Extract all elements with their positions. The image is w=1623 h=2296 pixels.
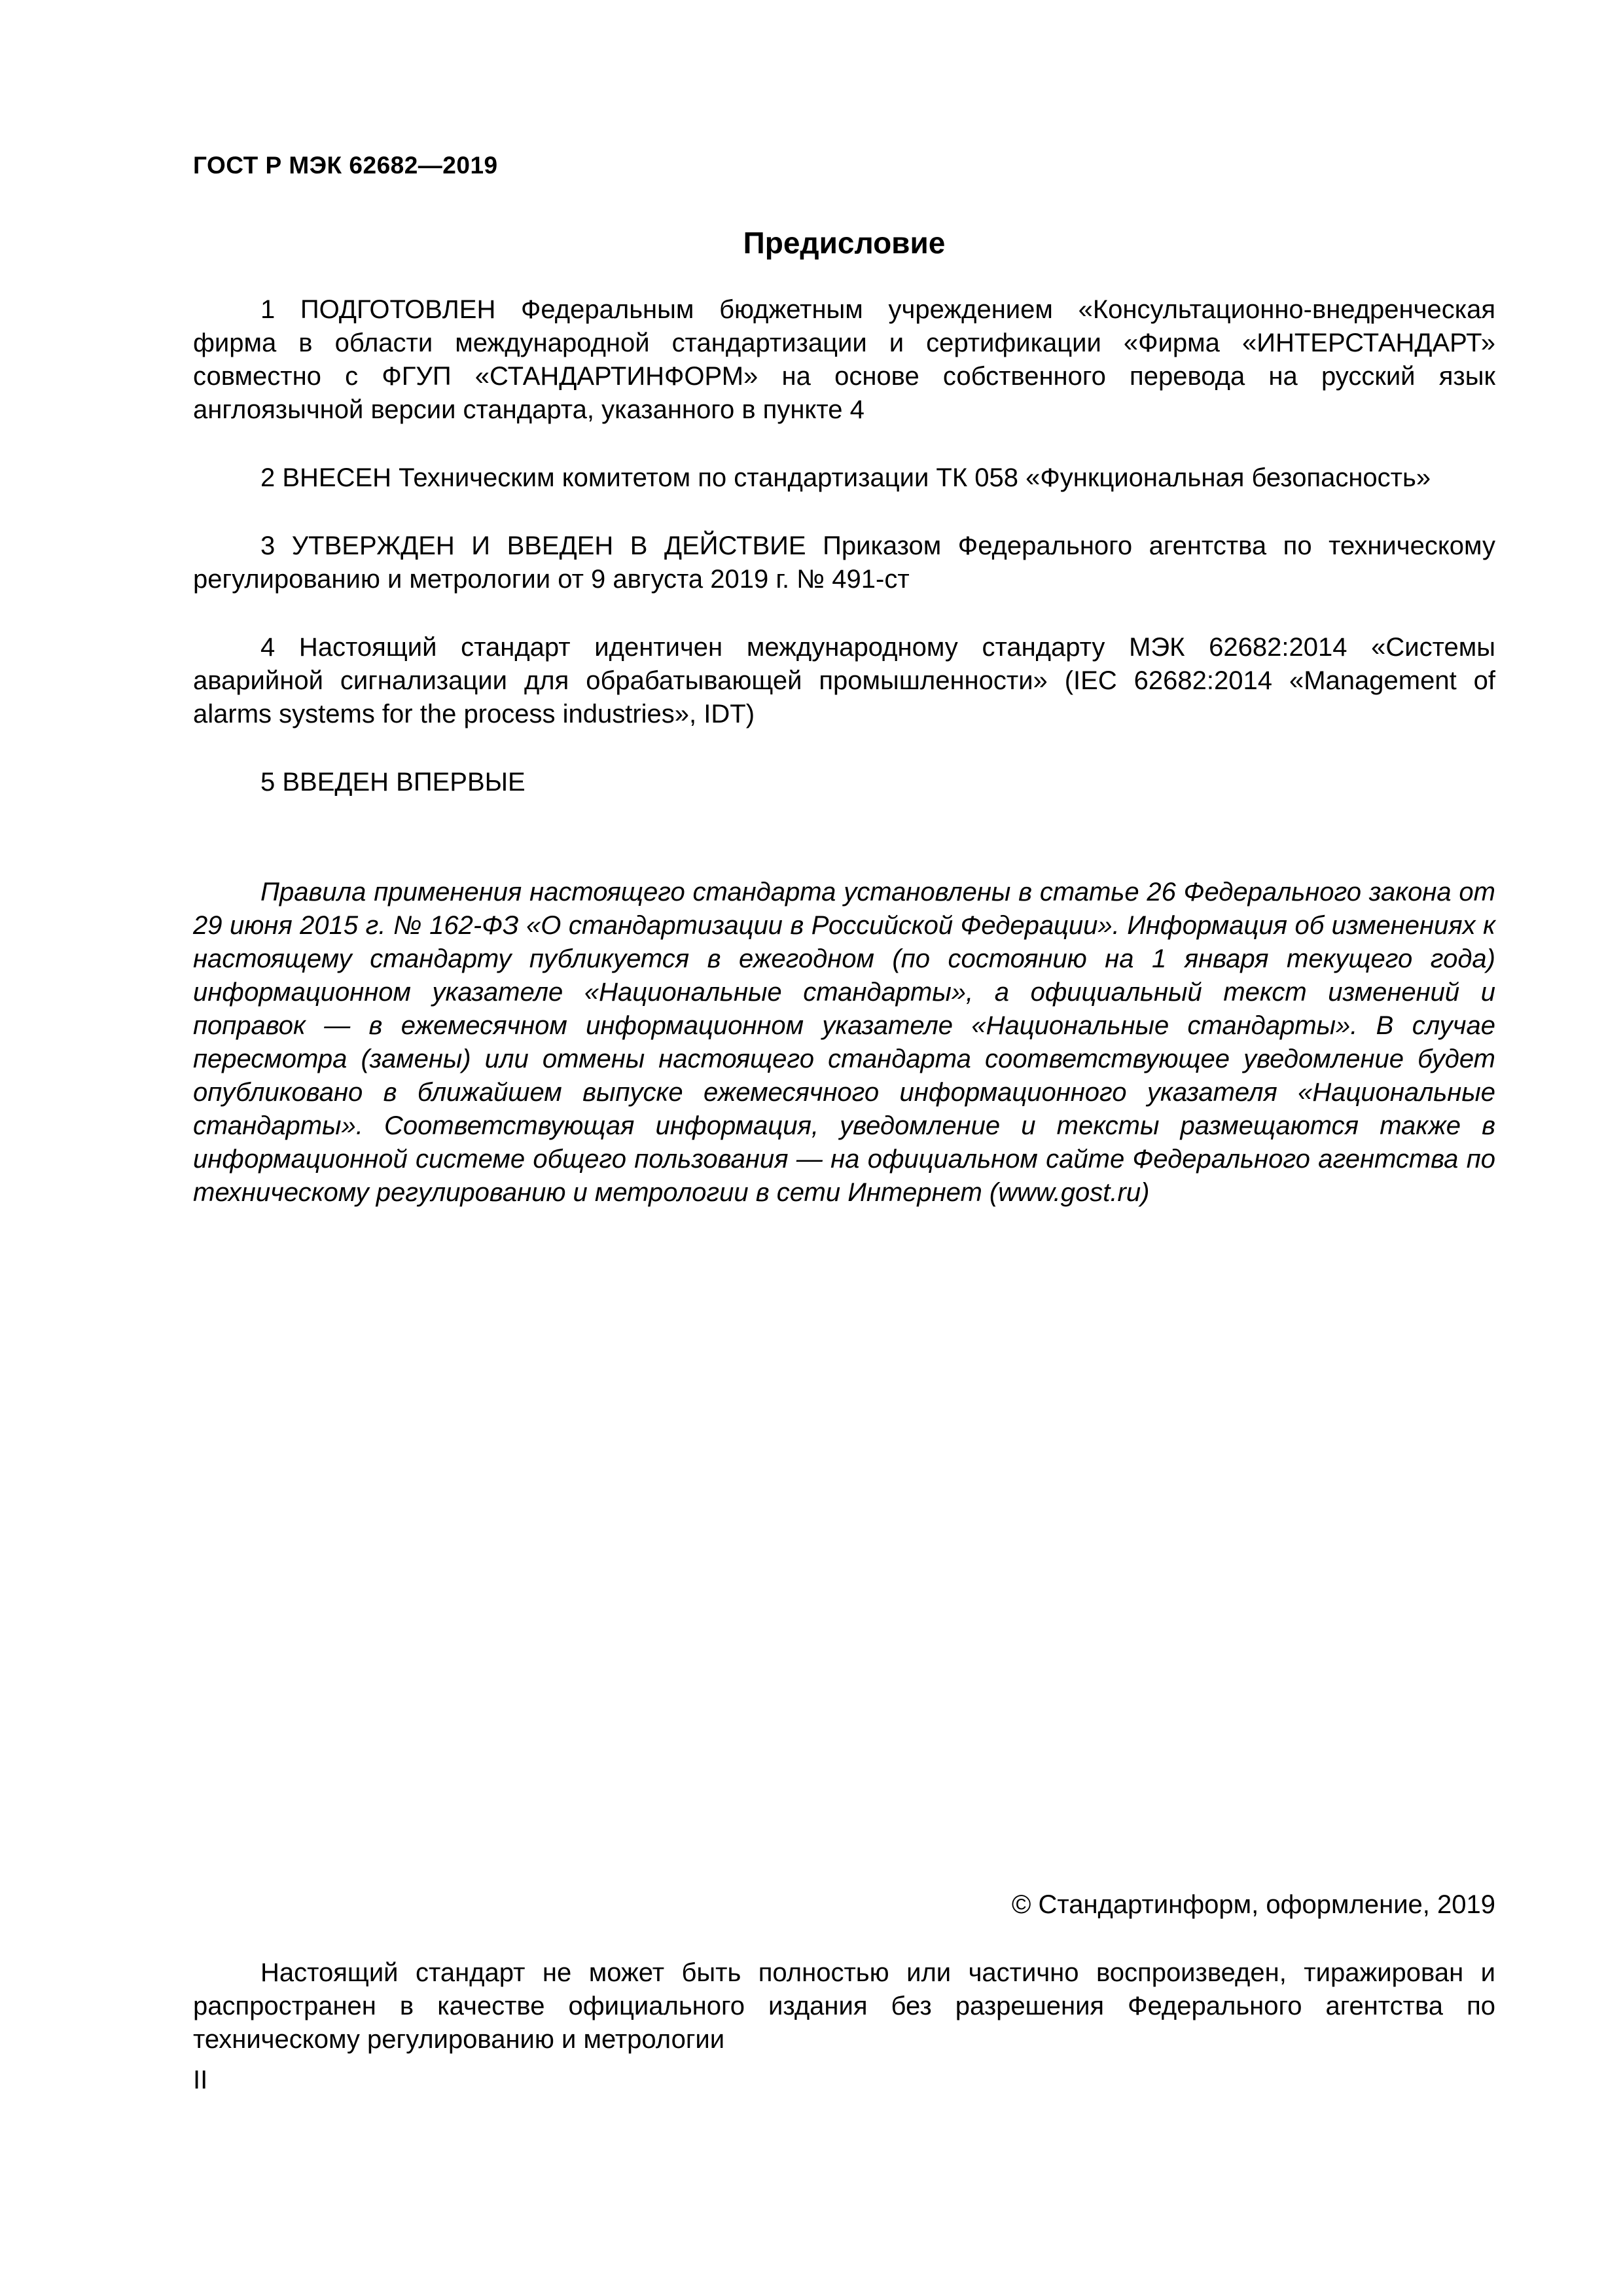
reproduction-notice: Настоящий стандарт не может быть полностью или частично воспроизведен, тиражирован и распространен в качестве официального издания без разрешения Федерального агентства по техническому регулированию и метрологии <box>193 1958 1495 2054</box>
foreword-paragraph-5: 5 ВВЕДЕН ВПЕРВЫЕ <box>260 768 526 797</box>
page-title: Предисловие <box>743 226 946 260</box>
page-number: II <box>193 2066 208 2094</box>
foreword-paragraph-4: 4 Настоящий стандарт идентичен международному стандарту МЭК 62682:2014 «Системы аварийной сигнализации для обрабатывающей промышленности» (IEC 62682:2014 «Management of alarms systems for the process industries», IDT) <box>193 633 1495 728</box>
document-code: ГОСТ Р МЭК 62682—2019 <box>193 152 498 179</box>
foreword-paragraph-3: 3 УТВЕРЖДЕН И ВВЕДЕН В ДЕЙСТВИЕ Приказом Федерального агентства по техническому регулированию и метрологии от 9 августа 2019 г. № 491-ст <box>193 531 1495 594</box>
foreword-paragraph-1: 1 ПОДГОТОВЛЕН Федеральным бюджетным учреждением «Консультационно-внедренческая фирма в области международной стандартизации и сертификации «Фирма «ИНТЕРСТАНДАРТ» совместно с ФГУП «СТАНДАРТИНФОРМ» на основе собственного перевода на русский язык англоязычной версии стандарта, указанного в пункте 4 <box>193 295 1495 424</box>
foreword-section <box>193 293 1495 834</box>
application-rules-notice: Правила применения настоящего стандарта установлены в статье 26 Федерального закона от 29 июня 2015 г. № 162-ФЗ «О стандартизации в Российской Федерации». Информация об изменениях к настоящему стандарту публикуется в ежегодном (по состоянию на 1 января текущего года) информационном указателе «Национальные стандарты», а официальный текст изменений и поправок — в ежемесячном информационном указателе «Национальные стандарты». В случае пересмотра (замены) или отмены настоящего стандарта соответствующее уведомление будет опубликовано в ближайшем выпуске ежемесячного информационного указателя «Национальные стандарты». Соответствующая информация, уведомление и тексты размещаются также в информационной системе общего пользования — на официальном сайте Федерального агентства по техническому регулированию и метрологии в сети Интернет (www.gost.ru) <box>193 878 1495 1207</box>
copyright-line: © Стандартинформ, оформление, 2019 <box>1011 1890 1495 1919</box>
foreword-paragraph-2: 2 ВНЕСЕН Техническим комитетом по стандартизации ТК 058 «Функциональная безопасность» <box>260 463 1431 492</box>
